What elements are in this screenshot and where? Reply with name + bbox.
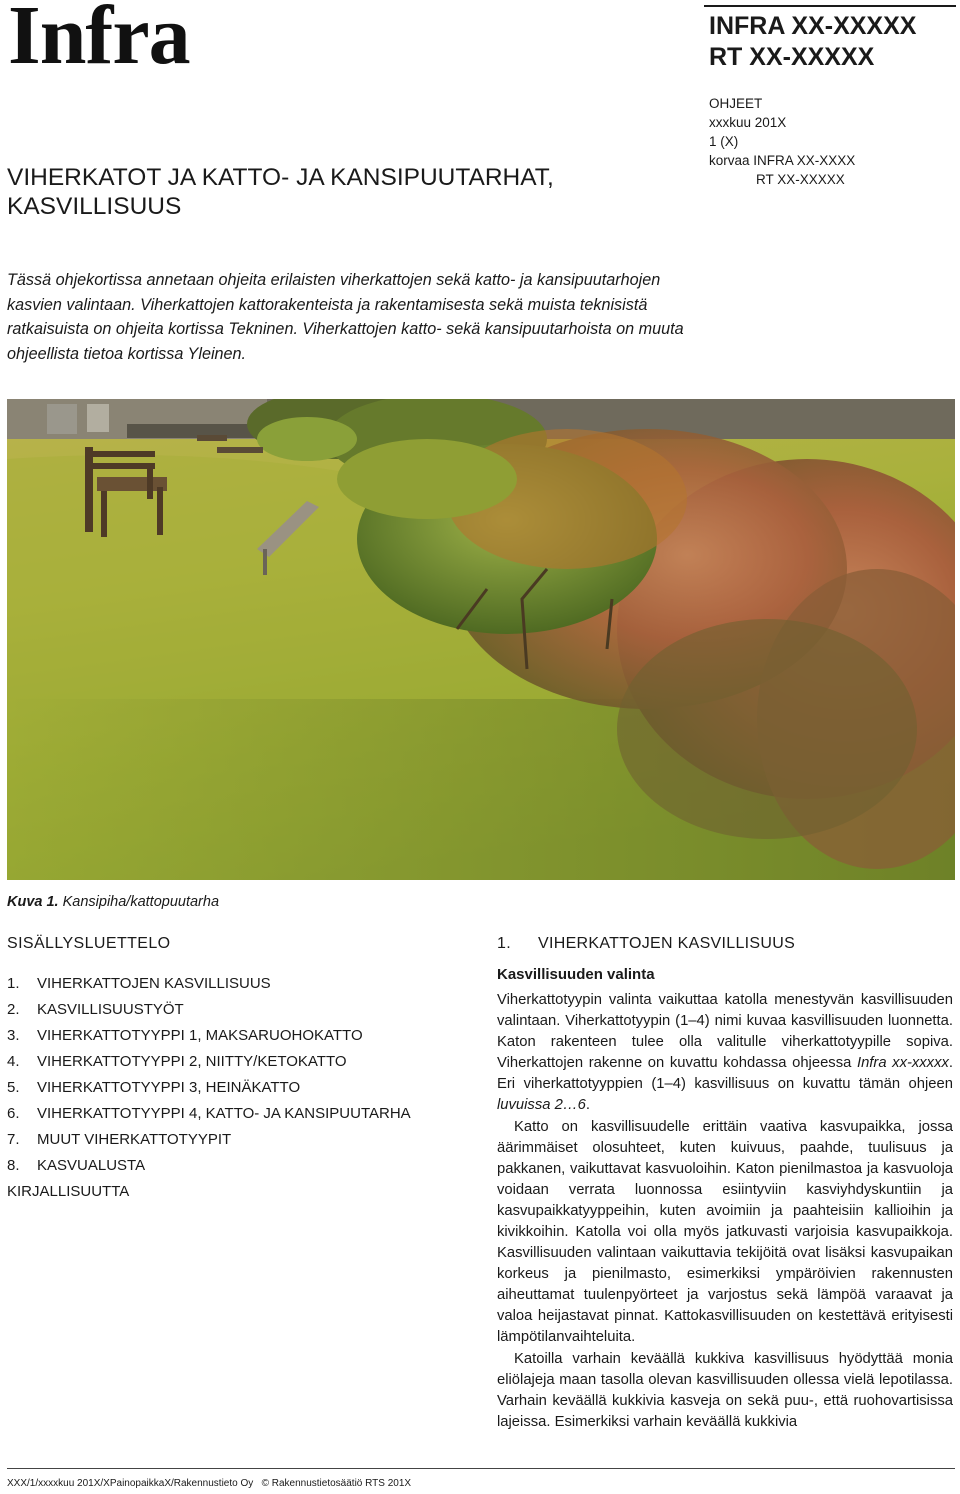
meta-replaces-rt: RT XX-XXXXX bbox=[756, 172, 845, 187]
toc-item-label: VIHERKATTOTYYPPI 4, KATTO- JA KANSIPUUTARHA bbox=[37, 1105, 411, 1122]
toc-item bbox=[7, 971, 411, 997]
toc-item-number: 7. bbox=[7, 1131, 20, 1148]
toc-item-label: VIHERKATTOTYYPPI 2, NIITTY/KETOKATTO bbox=[37, 1053, 347, 1070]
intro-paragraph: Tässä ohjekortissa annetaan ohjeita erilaisten viherkattojen sekä katto- ja kansipuutarhojen kasvien valintaan. Viherkattojen kattorakenteista ja rakentamisesta sekä muista teknisistä ratkaisuista on ohjeita kortissa Tekninen. Viherkattojen katto- sekä kansipuutarhoista on muuta ohjeellista tietoa kortissa Yleinen. bbox=[7, 271, 684, 363]
paragraph-text: . Eri viherkattotyyppien (1–4) kasvillisuus on kuvattu tämän ohjeen bbox=[497, 1055, 954, 1092]
toc-item-label: MUUT VIHERKATTOTYYPIT bbox=[37, 1131, 232, 1148]
toc-item-label: VIHERKATTOTYYPPI 1, MAKSARUOHOKATTO bbox=[37, 1027, 363, 1044]
toc-item-label: VIHERKATTOJEN KASVILLISUUS bbox=[37, 975, 271, 992]
caption-label: Kuva 1. bbox=[7, 894, 59, 910]
toc-item-label: VIHERKATTOTYYPPI 3, HEINÄKATTO bbox=[37, 1079, 301, 1096]
subsection-heading: Kasvillisuuden valinta bbox=[497, 966, 655, 983]
meta-replaces: korvaa INFRA XX-XXXX bbox=[709, 153, 856, 168]
toc-item bbox=[7, 1049, 411, 1075]
header-rule bbox=[704, 5, 956, 7]
toc-item bbox=[7, 1023, 411, 1049]
paragraph: Katto on kasvillisuudelle erittäin vaativa kasvupaikka, jossa äärimmäiset olosuhteet, kuten kuivuus, paahde, tuulisuus ja pakkanen, vaikuttavat kasvuoloihin. Katon pienilmastoa ja kasvuoloja voidaan verrata luonnossa esiintyviin kasviyhdyskuntiin ja kasvupaikkatyyppeihin, kuten avoimiin ja paahteisiin kallioihin ja kivikkoihin. Katolla voi olla myös jatkuvasti varjoisia kasvupaikkoja. Kasvillisuuden valintaan vaikuttavia tekijöitä ovat lisäksi kasvupaikan korkeus ja pienilmasto, esimerkiksi ympäröivien rakennusten aiheuttamat tuulenpyörteet ja varjostus sekä lämpöä varaavat ja valoa heijastavat pinnat. Kattokasvillisuuden on kestettävä erityisesti lämpötilanvaihteluita. bbox=[497, 1119, 953, 1345]
section-body bbox=[497, 990, 953, 1433]
paragraph bbox=[497, 990, 953, 1116]
toc-item-number: 6. bbox=[7, 1105, 20, 1122]
footer bbox=[7, 1478, 411, 1489]
chapter-reference: luvuissa 2…6 bbox=[497, 1097, 586, 1113]
toc-item-label: KASVILLISUUSTYÖT bbox=[37, 1001, 184, 1018]
paragraph-text: . bbox=[585, 1097, 590, 1113]
section-number: 1. bbox=[497, 935, 511, 952]
toc-item bbox=[7, 1075, 411, 1101]
document-meta bbox=[709, 94, 855, 189]
meta-category: OHJEET bbox=[709, 96, 763, 111]
meta-pages: 1 (X) bbox=[709, 134, 739, 149]
figure-caption bbox=[7, 894, 219, 910]
toc-item-number: 3. bbox=[7, 1027, 20, 1044]
footer-print-info: XXX/1/xxxxkuu 201X/XPainopaikkaX/Rakennustieto Oy bbox=[7, 1478, 254, 1489]
toc-item-label: KIRJALLISUUTTA bbox=[7, 1183, 130, 1200]
toc-item-number: 1. bbox=[7, 975, 20, 992]
footer-rule bbox=[7, 1468, 955, 1469]
document-codes bbox=[709, 11, 916, 73]
toc-item-number: 8. bbox=[7, 1157, 20, 1174]
toc-item-number: 5. bbox=[7, 1079, 20, 1096]
table-of-contents bbox=[7, 971, 411, 1205]
meta-date: xxxkuu 201X bbox=[709, 115, 787, 130]
infra-code: INFRA XX-XXXXX bbox=[709, 12, 917, 40]
caption-text: Kansipiha/kattopuutarha bbox=[62, 894, 220, 910]
toc-item bbox=[7, 1101, 411, 1127]
toc-item bbox=[7, 997, 411, 1023]
toc-item-number: 4. bbox=[7, 1053, 20, 1070]
toc-item bbox=[7, 1127, 411, 1153]
infra-logo: Infra bbox=[8, 0, 190, 82]
footer-copyright: © Rakennustietosäätiö RTS 201X bbox=[261, 1478, 412, 1489]
toc-item-number: 2. bbox=[7, 1001, 20, 1018]
section-heading bbox=[497, 935, 795, 953]
title-line-2: KASVILLISUUS bbox=[7, 193, 182, 220]
garden-photo bbox=[7, 399, 955, 880]
section-title: VIHERKATTOJEN KASVILLISUUS bbox=[538, 935, 796, 952]
toc-item-label: KASVUALUSTA bbox=[37, 1157, 146, 1174]
paragraph: Katoilla varhain keväällä kukkiva kasvillisuus hyödyttää monia eliölajeja maan tasolla olevan kasvillisuuden ollessa vielä lepotilassa. Varhain keväällä kukkivia kasveja on sekä puu-, että ruohovartisissa lajeissa. Esimerkiksi varhain keväällä kukkivia bbox=[497, 1351, 953, 1430]
page-title bbox=[7, 163, 627, 221]
paragraph-text: Viherkattotyypin valinta vaikuttaa katolla menestyvän kasvillisuuden valintaan. Viherkattotyypin (1–4) nimi kuvaa kasvillisuuden luonnetta. Katon rakenteen tulee olla valitulle viherkattotyypille sopiva. Viherkattojen rakenne on kuvattu kohdassa ohjeessa bbox=[497, 992, 953, 1071]
title-line-1: VIHERKATOT JA KATTO- JA KANSIPUUTARHAT, bbox=[7, 164, 554, 191]
toc-heading: SISÄLLYSLUETTELO bbox=[7, 935, 171, 952]
rt-code: RT XX-XXXXX bbox=[709, 43, 875, 71]
toc-item bbox=[7, 1153, 411, 1179]
toc-item bbox=[7, 1179, 411, 1205]
document-reference: Infra xx-xxxxx bbox=[856, 1055, 949, 1071]
